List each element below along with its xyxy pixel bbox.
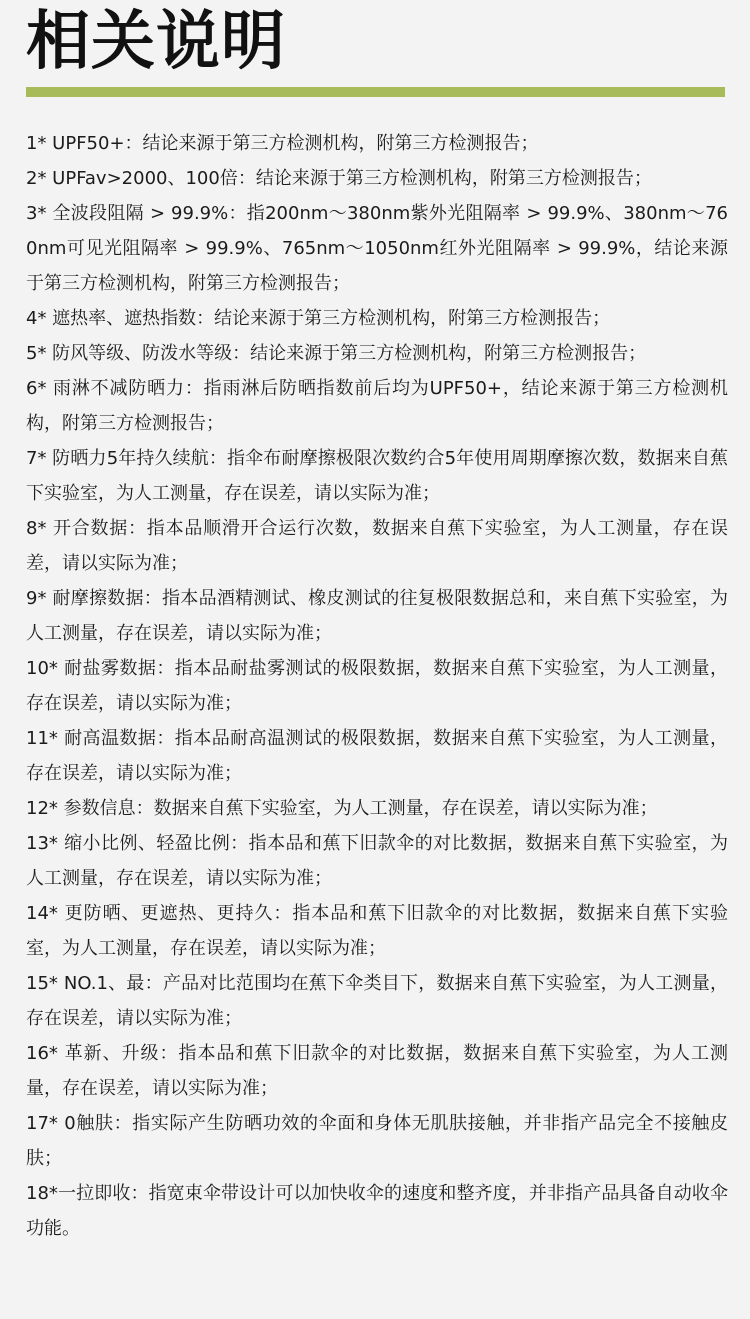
note-item: 5* 防风等级、防泼水等级：结论来源于第三方检测机构，附第三方检测报告； bbox=[26, 343, 647, 364]
note-item: 17* 0触肤：指实际产生防晒功效的伞面和身体无肌肤接触，并非指产品完全不接触皮肤； bbox=[26, 1113, 728, 1169]
note-item: 1* UPF50+：结论来源于第三方检测机构，附第三方检测报告； bbox=[26, 133, 539, 154]
note-item: 13* 缩小比例、轻盈比例：指本品和蕉下旧款伞的对比数据，数据来自蕉下实验室，为人工测量，存在误差，请以实际为准； bbox=[26, 833, 728, 889]
note-item: 2* UPFav>2000、100倍：结论来源于第三方检测机构，附第三方检测报告； bbox=[26, 168, 652, 189]
note-item: 3* 全波段阻隔 > 99.9%：指200nm～380nm紫外光阻隔率 > 99.9%、380nm～760nm可见光阻隔率 > 99.9%、765nm～1050nm红外光阻隔率 > 99.9%，结论来源于第三方检测机构，附第三方检测报告； bbox=[26, 203, 728, 294]
note-item: 8* 开合数据：指本品顺滑开合运行次数，数据来自蕉下实验室，为人工测量，存在误差，请以实际为准； bbox=[26, 518, 728, 574]
note-item: 4* 遮热率、遮热指数：结论来源于第三方检测机构，附第三方检测报告； bbox=[26, 308, 611, 329]
page-title: 相关说明 bbox=[26, 5, 286, 79]
note-item: 16* 革新、升级：指本品和蕉下旧款伞的对比数据，数据来自蕉下实验室，为人工测量，存在误差，请以实际为准； bbox=[26, 1043, 728, 1099]
note-item: 15* NO.1、最：产品对比范围均在蕉下伞类目下，数据来自蕉下实验室，为人工测量，存在误差，请以实际为准； bbox=[26, 973, 728, 1029]
note-item: 10* 耐盐雾数据：指本品耐盐雾测试的极限数据，数据来自蕉下实验室，为人工测量，存在误差，请以实际为准； bbox=[26, 658, 728, 714]
note-item: 12* 参数信息：数据来自蕉下实验室，为人工测量，存在误差，请以实际为准； bbox=[26, 798, 658, 819]
note-item: 11* 耐高温数据：指本品耐高温测试的极限数据，数据来自蕉下实验室，为人工测量，存在误差，请以实际为准； bbox=[26, 728, 728, 784]
note-item: 7* 防晒力5年持久续航：指伞布耐摩擦极限次数约合5年使用周期摩擦次数，数据来自蕉下实验室，为人工测量，存在误差，请以实际为准； bbox=[26, 448, 728, 504]
note-item: 14* 更防晒、更遮热、更持久：指本品和蕉下旧款伞的对比数据，数据来自蕉下实验室，为人工测量，存在误差，请以实际为准； bbox=[26, 903, 728, 959]
note-item: 18*一拉即收：指宽束伞带设计可以加快收伞的速度和整齐度，并非指产品具备自动收伞功能。 bbox=[26, 1183, 728, 1239]
notes-list bbox=[26, 126, 728, 1246]
title-divider bbox=[26, 87, 725, 97]
note-item: 6* 雨淋不减防晒力：指雨淋后防晒指数前后均为UPF50+，结论来源于第三方检测机构，附第三方检测报告； bbox=[26, 378, 728, 434]
note-item: 9* 耐摩擦数据：指本品酒精测试、橡皮测试的往复极限数据总和，来自蕉下实验室，为人工测量，存在误差，请以实际为准； bbox=[26, 588, 728, 644]
